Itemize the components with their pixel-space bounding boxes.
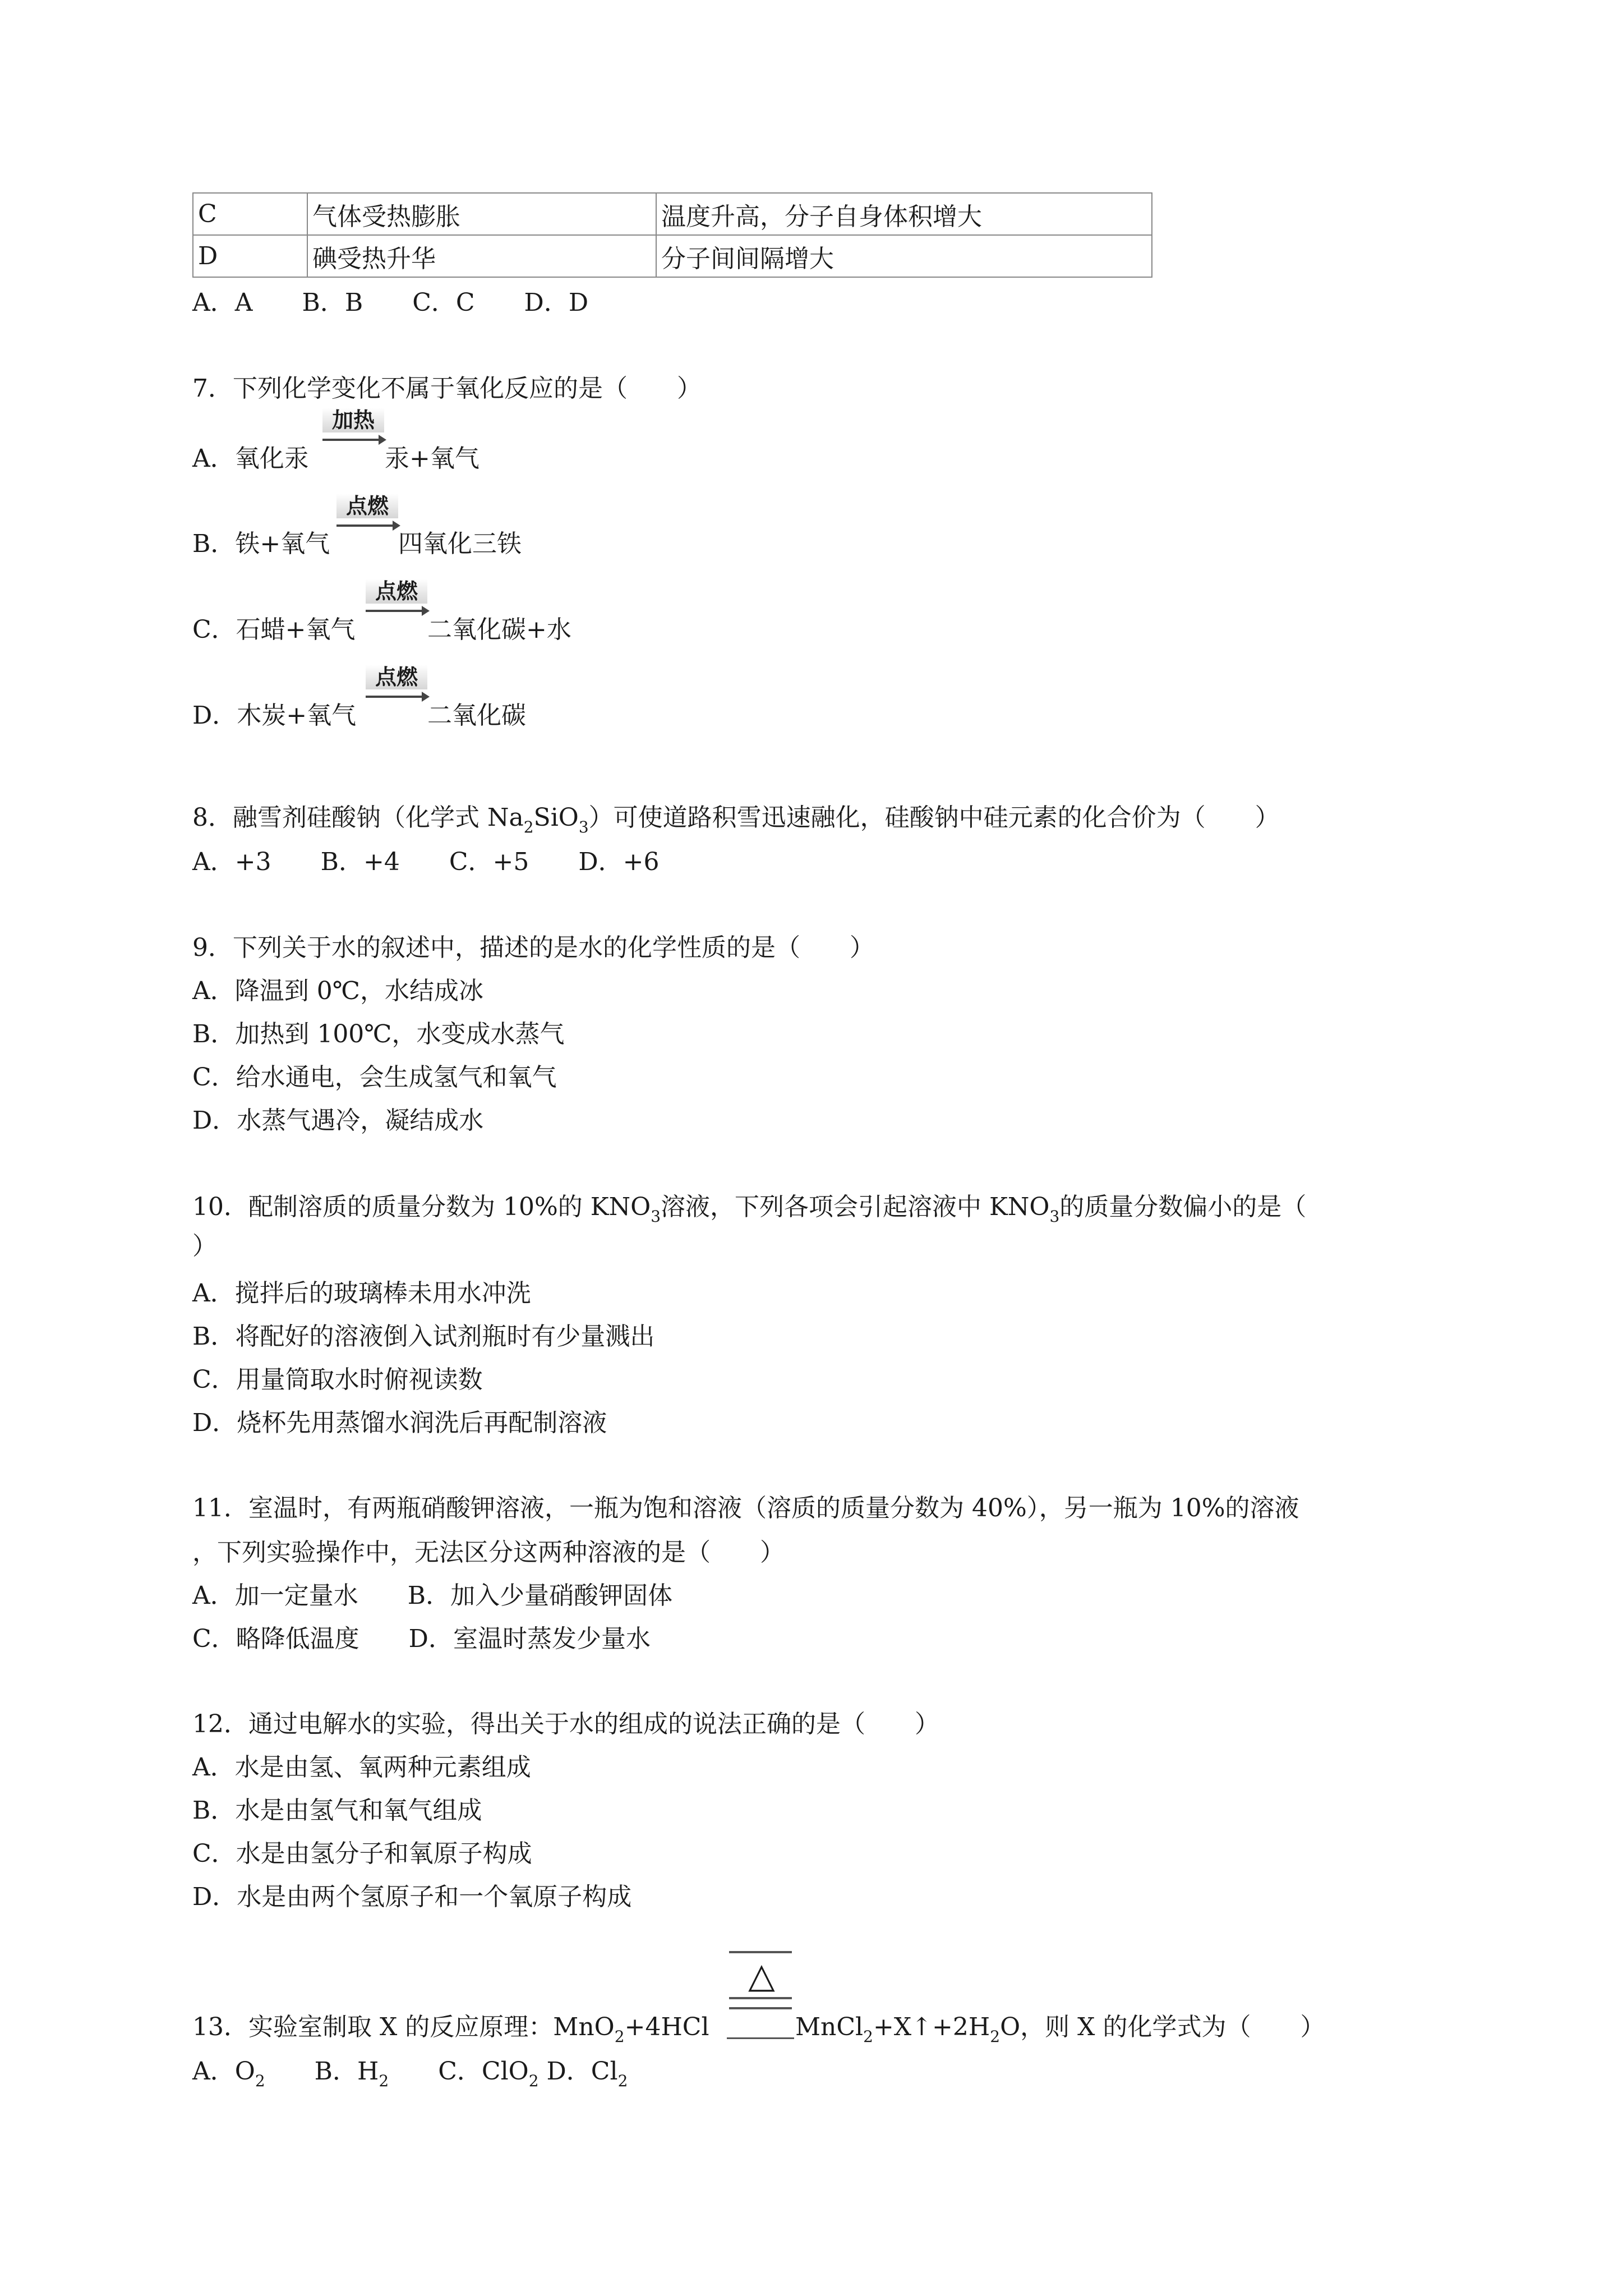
q7-stem: 7．下列化学变化不属于氧化反应的是（ ） <box>192 374 702 403</box>
heating-condition <box>727 1951 794 2044</box>
condition-bar <box>729 1951 792 1953</box>
q10-option-c: C．用量筒取水时俯视读数 <box>192 1365 483 1394</box>
table-row <box>193 235 1152 277</box>
options-table <box>192 192 1152 278</box>
q7-option-b-right: 四氧化三铁 <box>398 530 522 558</box>
q10-stem-wrap: ） <box>192 1232 217 1260</box>
q7-option-d-right: 二氧化碳 <box>427 701 526 730</box>
table-cell-explanation: 分子间间隔增大 <box>656 235 1152 277</box>
q10-option-d: D．烧杯先用蒸馏水润洗后再配制溶液 <box>192 1409 607 1437</box>
q11-options-row1: A．加一定量水 B．加入少量硝酸钾固体 <box>192 1581 673 1610</box>
q9-option-a: A．降温到 0℃，水结成冰 <box>192 977 483 1005</box>
q11-options-row2: C．略降低温度 D．室温时蒸发少量水 <box>192 1625 651 1653</box>
q9-option-d: D．水蒸气遇冷，凝结成水 <box>192 1106 484 1135</box>
q12-option-b: B．水是由氢气和氧气组成 <box>192 1796 482 1825</box>
q11-stem: 11．室温时，有两瓶硝酸钾溶液，一瓶为饱和溶液（溶质的质量分数为 40%），另一瓶为 10%的溶液 <box>192 1494 1299 1522</box>
condition-bar <box>729 1997 792 1999</box>
q6-answer-choices: A．A B．B C．C D．D <box>192 288 589 317</box>
q7-option-a-right: 汞+氧气 <box>385 444 479 473</box>
reaction-condition: 点燃 <box>336 494 398 518</box>
q7-option-a-left: A．氧化汞 <box>192 444 309 473</box>
arrow-shaft <box>336 524 398 527</box>
arrow-shaft <box>322 439 384 441</box>
table-cell-option: D <box>193 235 307 277</box>
q10-option-b: B．将配好的溶液倒入试剂瓶时有少量溅出 <box>192 1322 655 1351</box>
table-cell-option: C <box>193 193 307 235</box>
q10-option-a: A．搅拌后的玻璃棒未用水冲洗 <box>192 1279 531 1308</box>
reaction-condition: 点燃 <box>366 665 427 689</box>
q13-answer-choices: A．$O_2$ B．$H_2$ C．ClO$_2$ D．$Cl_2$ <box>192 2057 628 2090</box>
q7-option-d-left: D．木炭+氧气 <box>192 701 357 730</box>
table-row <box>193 193 1152 235</box>
q8-stem: 8．融雪剂硅酸钠（化学式 $Na_2SiO_3$）可使道路积雪迅速融化，硅酸钠中硅元素的化合价为（ ） <box>192 803 1280 836</box>
reaction-arrow <box>366 579 427 629</box>
q10-stem: 10．配制溶质的质量分数为 10%的 $KNO_3$溶液，下列各项会引起溶液中 $KNO_3$的质量分数偏小的是（ <box>192 1193 1307 1226</box>
q12-option-c: C．水是由氢分子和氧原子构成 <box>192 1839 532 1868</box>
condition-bar <box>729 2007 792 2009</box>
q12-option-a: A．水是由氢、氧两种元素组成 <box>192 1753 531 1782</box>
reaction-arrow <box>366 665 427 715</box>
q9-option-c: C．给水通电，会生成氢气和氧气 <box>192 1063 557 1092</box>
equation-line <box>727 2037 794 2039</box>
arrow-shaft <box>366 610 427 612</box>
q11-stem-wrap: ，下列实验操作中，无法区分这两种溶液的是（ ） <box>192 1538 785 1567</box>
heat-triangle-icon: △ <box>748 1955 775 1996</box>
q7-option-c-left: C．石蜡+氧气 <box>192 615 356 644</box>
q8-answer-choices: A．+3 B．+4 C．+5 D．+6 <box>192 848 660 876</box>
reaction-condition: 加热 <box>322 408 384 432</box>
q9-option-b: B．加热到 100℃，水变成水蒸气 <box>192 1020 565 1048</box>
arrow-shaft <box>366 696 427 698</box>
reaction-condition: 点燃 <box>366 579 427 604</box>
q13-stem-left: 13．实验室制取 X 的反应原理：MnO$_2$+4HCl <box>192 2013 709 2046</box>
q13-stem-right: $MnCl_2+X↑+2H_2O$，则 X 的化学式为（ ） <box>795 2013 1325 2046</box>
reaction-arrow <box>336 494 398 544</box>
q12-option-d: D．水是由两个氢原子和一个氧原子构成 <box>192 1883 632 1911</box>
table-cell-phenomenon: 碘受热升华 <box>307 235 656 277</box>
q12-stem: 12．通过电解水的实验，得出关于水的组成的说法正确的是（ ） <box>192 1710 939 1738</box>
reaction-arrow <box>322 408 384 458</box>
q7-option-c-right: 二氧化碳+水 <box>427 615 571 644</box>
table-cell-phenomenon: 气体受热膨胀 <box>307 193 656 235</box>
table-cell-explanation: 温度升高，分子自身体积增大 <box>656 193 1152 235</box>
q7-option-b-left: B．铁+氧气 <box>192 530 330 558</box>
q9-stem: 9．下列关于水的叙述中，描述的是水的化学性质的是（ ） <box>192 933 874 962</box>
